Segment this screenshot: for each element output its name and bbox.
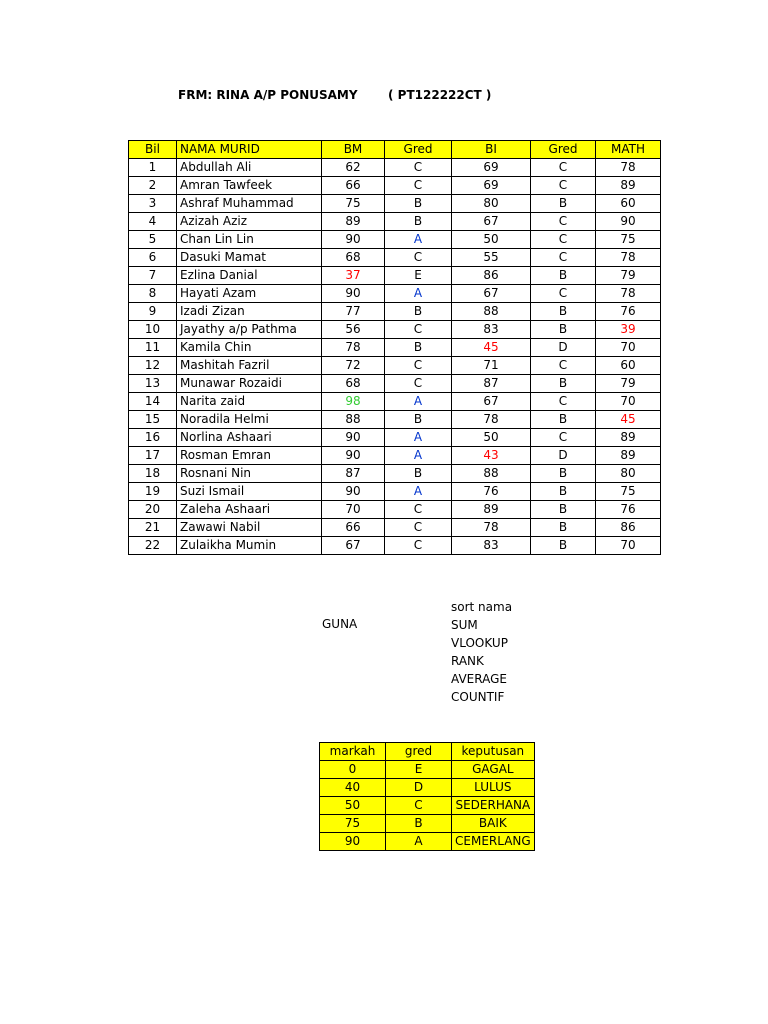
row-bil: 5 <box>129 231 177 249</box>
grade-gred: D <box>386 779 452 797</box>
table-row <box>129 159 661 177</box>
grade-markah: 90 <box>320 833 386 851</box>
bi-grade: B <box>531 519 596 537</box>
bm-grade: B <box>385 411 452 429</box>
bm-mark: 70 <box>322 501 385 519</box>
bi-grade: C <box>531 231 596 249</box>
math-mark: 75 <box>596 231 661 249</box>
row-bil: 21 <box>129 519 177 537</box>
table-row <box>129 537 661 555</box>
bi-mark: 67 <box>452 285 531 303</box>
math-mark: 78 <box>596 159 661 177</box>
bi-grade: B <box>531 537 596 555</box>
math-mark: 45 <box>596 411 661 429</box>
table-row <box>129 231 661 249</box>
bi-mark: 67 <box>452 393 531 411</box>
bm-grade: C <box>385 159 452 177</box>
bm-grade: C <box>385 375 452 393</box>
bm-grade: A <box>385 285 452 303</box>
student-name: Amran Tawfeek <box>177 177 322 195</box>
table-row <box>129 321 661 339</box>
math-mark: 70 <box>596 537 661 555</box>
bi-mark: 88 <box>452 465 531 483</box>
table-row <box>129 249 661 267</box>
math-mark: 79 <box>596 267 661 285</box>
bi-mark: 71 <box>452 357 531 375</box>
grade-markah: 75 <box>320 815 386 833</box>
bm-mark: 90 <box>322 231 385 249</box>
bi-grade: B <box>531 501 596 519</box>
student-name: Narita zaid <box>177 393 322 411</box>
function-item: VLOOKUP <box>451 636 508 650</box>
row-bil: 1 <box>129 159 177 177</box>
bi-mark: 50 <box>452 429 531 447</box>
table-row <box>129 375 661 393</box>
math-mark: 60 <box>596 357 661 375</box>
student-name: Ashraf Muhammad <box>177 195 322 213</box>
bm-mark: 90 <box>322 429 385 447</box>
bi-grade: C <box>531 159 596 177</box>
grade-markah: 0 <box>320 761 386 779</box>
row-bil: 6 <box>129 249 177 267</box>
bi-mark: 80 <box>452 195 531 213</box>
student-name: Dasuki Mamat <box>177 249 322 267</box>
grade-row <box>320 833 535 851</box>
bm-mark: 77 <box>322 303 385 321</box>
grade-row <box>320 815 535 833</box>
math-mark: 39 <box>596 321 661 339</box>
function-item: RANK <box>451 654 484 668</box>
row-bil: 17 <box>129 447 177 465</box>
bm-mark: 66 <box>322 519 385 537</box>
table-row <box>129 195 661 213</box>
math-mark: 89 <box>596 447 661 465</box>
math-mark: 90 <box>596 213 661 231</box>
row-bil: 14 <box>129 393 177 411</box>
math-mark: 70 <box>596 339 661 357</box>
math-mark: 60 <box>596 195 661 213</box>
bi-grade: C <box>531 249 596 267</box>
bi-mark: 86 <box>452 267 531 285</box>
bm-mark: 56 <box>322 321 385 339</box>
student-name: Ezlina Danial <box>177 267 322 285</box>
bm-mark: 89 <box>322 213 385 231</box>
bm-mark: 90 <box>322 447 385 465</box>
row-bil: 22 <box>129 537 177 555</box>
student-name: Norlina Ashaari <box>177 429 322 447</box>
bm-grade: A <box>385 429 452 447</box>
row-bil: 10 <box>129 321 177 339</box>
student-name: Rosman Emran <box>177 447 322 465</box>
grade-gred: C <box>386 797 452 815</box>
bm-mark: 67 <box>322 537 385 555</box>
table-row <box>129 501 661 519</box>
bi-grade: C <box>531 429 596 447</box>
row-bil: 2 <box>129 177 177 195</box>
math-mark: 70 <box>596 393 661 411</box>
bm-mark: 75 <box>322 195 385 213</box>
student-name: Chan Lin Lin <box>177 231 322 249</box>
row-bil: 18 <box>129 465 177 483</box>
function-item: AVERAGE <box>451 672 507 686</box>
header-math: MATH <box>596 141 661 159</box>
math-mark: 76 <box>596 501 661 519</box>
table-row <box>129 447 661 465</box>
student-name: Izadi Zizan <box>177 303 322 321</box>
math-mark: 80 <box>596 465 661 483</box>
row-bil: 4 <box>129 213 177 231</box>
row-bil: 15 <box>129 411 177 429</box>
bm-mark: 90 <box>322 483 385 501</box>
grade-gred: A <box>386 833 452 851</box>
class-code: ( PT122222CT ) <box>388 88 492 102</box>
bm-grade: C <box>385 357 452 375</box>
bi-mark: 55 <box>452 249 531 267</box>
bi-mark: 78 <box>452 411 531 429</box>
grade-row <box>320 779 535 797</box>
student-name: Noradila Helmi <box>177 411 322 429</box>
bi-grade: C <box>531 393 596 411</box>
bm-mark: 68 <box>322 375 385 393</box>
bm-mark: 88 <box>322 411 385 429</box>
bi-mark: 83 <box>452 537 531 555</box>
math-mark: 76 <box>596 303 661 321</box>
student-name: Azizah Aziz <box>177 213 322 231</box>
teacher-name: FRM: RINA A/P PONUSAMY <box>178 88 358 102</box>
bm-grade: B <box>385 339 452 357</box>
bi-mark: 43 <box>452 447 531 465</box>
bm-mark: 98 <box>322 393 385 411</box>
bi-mark: 89 <box>452 501 531 519</box>
bi-mark: 67 <box>452 213 531 231</box>
bm-grade: B <box>385 303 452 321</box>
bm-mark: 66 <box>322 177 385 195</box>
function-list <box>451 598 512 706</box>
table-row <box>129 339 661 357</box>
table-row <box>129 465 661 483</box>
grade-keputusan: SEDERHANA <box>452 797 535 815</box>
student-name: Mashitah Fazril <box>177 357 322 375</box>
bm-grade: B <box>385 213 452 231</box>
bi-grade: C <box>531 213 596 231</box>
math-mark: 78 <box>596 285 661 303</box>
student-name: Zulaikha Mumin <box>177 537 322 555</box>
math-mark: 78 <box>596 249 661 267</box>
row-bil: 3 <box>129 195 177 213</box>
header-bil: Bil <box>129 141 177 159</box>
bi-grade: B <box>531 195 596 213</box>
grade-keputusan: LULUS <box>452 779 535 797</box>
bi-grade: B <box>531 411 596 429</box>
bm-mark: 62 <box>322 159 385 177</box>
bm-grade: C <box>385 177 452 195</box>
grade-row <box>320 797 535 815</box>
header-markah: markah <box>320 743 386 761</box>
grade-gred: B <box>386 815 452 833</box>
row-bil: 8 <box>129 285 177 303</box>
table-row <box>129 285 661 303</box>
bi-mark: 83 <box>452 321 531 339</box>
bi-grade: D <box>531 339 596 357</box>
bm-grade: A <box>385 393 452 411</box>
student-name: Abdullah Ali <box>177 159 322 177</box>
header-nama-murid: NAMA MURID <box>177 141 322 159</box>
bm-grade: C <box>385 321 452 339</box>
table-header-row <box>129 141 661 159</box>
header-keputusan: keputusan <box>452 743 535 761</box>
bi-mark: 69 <box>452 177 531 195</box>
student-name: Zawawi Nabil <box>177 519 322 537</box>
grade-markah: 40 <box>320 779 386 797</box>
student-name: Hayati Azam <box>177 285 322 303</box>
bi-mark: 87 <box>452 375 531 393</box>
bi-mark: 78 <box>452 519 531 537</box>
bi-mark: 88 <box>452 303 531 321</box>
header-gred: gred <box>386 743 452 761</box>
row-bil: 13 <box>129 375 177 393</box>
function-item: COUNTIF <box>451 690 505 704</box>
bm-mark: 87 <box>322 465 385 483</box>
bi-grade: B <box>531 375 596 393</box>
bi-grade: C <box>531 357 596 375</box>
bm-grade: C <box>385 519 452 537</box>
row-bil: 12 <box>129 357 177 375</box>
bm-grade: B <box>385 195 452 213</box>
table-row <box>129 213 661 231</box>
math-mark: 86 <box>596 519 661 537</box>
grade-header-row <box>320 743 535 761</box>
bm-mark: 78 <box>322 339 385 357</box>
bi-grade: B <box>531 303 596 321</box>
student-name: Jayathy a/p Pathma <box>177 321 322 339</box>
table-row <box>129 429 661 447</box>
row-bil: 7 <box>129 267 177 285</box>
bm-grade: A <box>385 483 452 501</box>
table-row <box>129 393 661 411</box>
bm-grade: C <box>385 501 452 519</box>
bm-mark: 37 <box>322 267 385 285</box>
table-row <box>129 483 661 501</box>
bm-mark: 90 <box>322 285 385 303</box>
bi-grade: B <box>531 267 596 285</box>
table-row <box>129 303 661 321</box>
table-row <box>129 357 661 375</box>
bi-mark: 45 <box>452 339 531 357</box>
bi-mark: 76 <box>452 483 531 501</box>
function-item: SUM <box>451 618 478 632</box>
row-bil: 19 <box>129 483 177 501</box>
bi-mark: 50 <box>452 231 531 249</box>
student-name: Munawar Rozaidi <box>177 375 322 393</box>
table-row <box>129 177 661 195</box>
bm-mark: 72 <box>322 357 385 375</box>
row-bil: 11 <box>129 339 177 357</box>
grade-row <box>320 761 535 779</box>
header-bi-gred: Gred <box>531 141 596 159</box>
marks-table <box>128 140 661 555</box>
bi-mark: 69 <box>452 159 531 177</box>
bi-grade: B <box>531 465 596 483</box>
bm-grade: B <box>385 465 452 483</box>
student-name: Kamila Chin <box>177 339 322 357</box>
bm-grade: A <box>385 231 452 249</box>
bi-grade: B <box>531 321 596 339</box>
math-mark: 79 <box>596 375 661 393</box>
student-name: Suzi Ismail <box>177 483 322 501</box>
header-bm-gred: Gred <box>385 141 452 159</box>
guna-label: GUNA <box>322 617 358 631</box>
bi-grade: D <box>531 447 596 465</box>
table-row <box>129 519 661 537</box>
row-bil: 9 <box>129 303 177 321</box>
bm-grade: E <box>385 267 452 285</box>
math-mark: 89 <box>596 177 661 195</box>
math-mark: 89 <box>596 429 661 447</box>
bm-grade: C <box>385 249 452 267</box>
function-item: sort nama <box>451 600 513 614</box>
bi-grade: C <box>531 285 596 303</box>
bm-mark: 68 <box>322 249 385 267</box>
grade-keputusan: GAGAL <box>452 761 535 779</box>
bi-grade: B <box>531 483 596 501</box>
grade-markah: 50 <box>320 797 386 815</box>
grade-keputusan: CEMERLANG <box>452 833 535 851</box>
table-row <box>129 267 661 285</box>
bm-grade: C <box>385 537 452 555</box>
header-bm: BM <box>322 141 385 159</box>
row-bil: 20 <box>129 501 177 519</box>
grade-lookup-table <box>319 742 535 851</box>
student-name: Rosnani Nin <box>177 465 322 483</box>
grade-keputusan: BAIK <box>452 815 535 833</box>
header-bi: BI <box>452 141 531 159</box>
row-bil: 16 <box>129 429 177 447</box>
grade-gred: E <box>386 761 452 779</box>
student-name: Zaleha Ashaari <box>177 501 322 519</box>
bi-grade: C <box>531 177 596 195</box>
table-row <box>129 411 661 429</box>
bm-grade: A <box>385 447 452 465</box>
math-mark: 75 <box>596 483 661 501</box>
